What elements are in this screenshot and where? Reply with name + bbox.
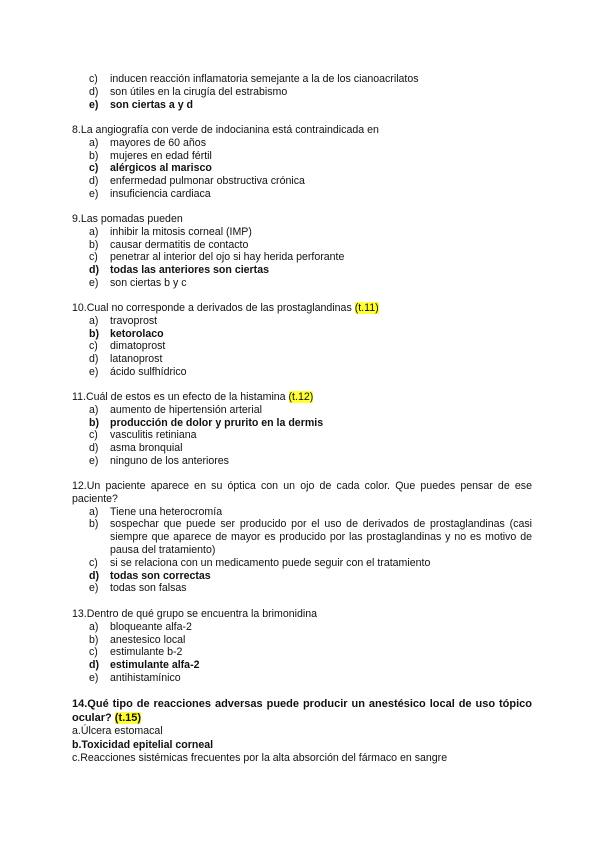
option-letter: d) — [89, 85, 99, 98]
option-letter: d) — [89, 442, 99, 455]
option — [72, 429, 532, 442]
option-text: todas son correctas — [110, 569, 211, 582]
option-correct — [72, 162, 532, 175]
option: a.Úlcera estomacal — [72, 725, 163, 737]
option-text: inhibir la mitosis corneal (IMP) — [110, 225, 252, 238]
option-text: son ciertas a y d — [110, 98, 194, 111]
option-letter: d) — [89, 569, 99, 582]
option-letter: b) — [89, 327, 99, 340]
option — [72, 634, 532, 647]
option-text: sospechar que puede ser producido por el uso de derivados de prostaglandinas (casi siempre que aparece de mayor es producido por las prostaglandinas y no es motivo de pausa del tratamiento) — [110, 518, 532, 556]
option — [72, 672, 532, 685]
option-text: insuficiencia cardiaca — [110, 187, 211, 200]
option-letter: e) — [89, 454, 99, 467]
option-text: causar dermatitis de contacto — [110, 238, 249, 251]
option-text: anestesico local — [110, 633, 186, 646]
option — [72, 188, 532, 201]
option-letter: d) — [89, 175, 99, 188]
question-title — [72, 302, 532, 315]
question-title: 9.Las pomadas pueden — [72, 213, 183, 225]
option-text: mayores de 60 años — [110, 136, 206, 149]
option-text: vasculitis retiniana — [110, 429, 197, 442]
option-letter: b) — [89, 633, 99, 646]
topic-tag: (t.11) — [354, 302, 379, 314]
option-text: estimulante alfa-2 — [110, 659, 200, 672]
option-text: ketorolaco — [110, 327, 164, 340]
option-text: dimatoprost — [110, 340, 166, 353]
option-letter: d) — [89, 264, 99, 277]
question-9 — [72, 213, 532, 290]
option-correct — [72, 659, 532, 672]
option-letter: e) — [89, 98, 99, 111]
option-letter: b) — [89, 518, 99, 531]
option — [72, 251, 532, 264]
question-13 — [72, 608, 532, 685]
option-letter: a) — [89, 225, 99, 238]
option-text: enfermedad pulmonar obstructiva crónica — [110, 175, 305, 188]
option-letter: d) — [89, 659, 99, 672]
option — [72, 557, 532, 570]
question-11 — [72, 391, 532, 468]
question-title: 13.Dentro de qué grupo se encuentra la brimonidina — [72, 608, 317, 620]
option-text: asma bronquial — [110, 442, 183, 455]
question-10 — [72, 302, 532, 379]
option-text: todas son falsas — [110, 582, 187, 595]
option-letter: e) — [89, 276, 99, 289]
option-text: travoprost — [110, 314, 158, 327]
option — [72, 442, 532, 455]
option — [72, 646, 532, 659]
option — [72, 73, 532, 86]
option — [72, 621, 532, 634]
option — [72, 86, 532, 99]
question-title — [72, 391, 532, 404]
option-letter: c) — [89, 162, 99, 175]
option-letter: e) — [89, 187, 99, 200]
option — [72, 137, 532, 150]
question-8 — [72, 124, 532, 201]
option-letter: e) — [89, 582, 99, 595]
option — [72, 518, 532, 556]
option-text: mujeres en edad fértil — [110, 149, 212, 162]
option — [72, 226, 532, 239]
question-text: 10.Cual no corresponde a derivados de las prostaglandinas — [72, 302, 355, 314]
option-text: producción de dolor y prurito en la dermis — [110, 416, 324, 429]
option-letter: a) — [89, 403, 99, 416]
option-letter: e) — [89, 671, 99, 684]
option — [72, 239, 532, 252]
option-text: aumento de hipertensión arterial — [110, 403, 262, 416]
option-letter: e) — [89, 365, 99, 378]
option-text: si se relaciona con un medicamento puede seguir con el tratamiento — [110, 556, 431, 569]
option — [72, 175, 532, 188]
option-text: ácido sulfhídrico — [110, 365, 187, 378]
option-text: latanoprost — [110, 353, 163, 366]
option-letter: c) — [89, 73, 98, 85]
option: c.Reacciones sistémicas frecuentes por la alta absorción del fármaco en sangre — [72, 752, 448, 764]
option-letter: d) — [89, 353, 99, 366]
question-title: 12.Un paciente aparece en su óptica con un ojo de cada color. Que puedes pensar de ese paciente? — [72, 480, 532, 505]
option-text: Tiene una heterocromía — [110, 505, 223, 518]
option-correct: b.Toxicidad epitelial corneal — [72, 738, 214, 751]
option-correct — [72, 328, 532, 341]
option — [72, 455, 532, 468]
option — [72, 340, 532, 353]
option-text: estimulante b-2 — [110, 646, 183, 659]
option-text: penetrar al interior del ojo si hay herida perforante — [110, 251, 345, 264]
topic-tag: (t.12) — [288, 391, 314, 403]
option-text: bloqueante alfa-2 — [110, 620, 192, 633]
option-letter: a) — [89, 136, 99, 149]
option — [72, 582, 532, 595]
option — [72, 353, 532, 366]
option-correct — [72, 417, 532, 430]
option-letter: a) — [89, 505, 99, 518]
option — [72, 506, 532, 519]
topic-tag: (t.15) — [114, 712, 142, 724]
option-letter: c) — [89, 340, 98, 353]
option — [72, 315, 532, 328]
option-letter: b) — [89, 416, 99, 429]
question-title — [72, 697, 532, 725]
question-text: 14.Qué tipo de reacciones adversas puede producir un anestésico local de uso tópico ocular? — [72, 698, 532, 724]
option-correct — [72, 99, 532, 112]
question-12 — [72, 480, 532, 595]
option-letter: a) — [89, 620, 99, 633]
option-letter: b) — [89, 149, 99, 162]
option-letter: c) — [89, 556, 98, 569]
option — [72, 366, 532, 379]
question-7-tail — [72, 73, 532, 111]
option-text: alérgicos al marisco — [110, 162, 212, 175]
option-text: ninguno de los anteriores — [110, 454, 229, 467]
option-text: antihistamínico — [110, 671, 181, 684]
question-text: 11.Cuál de estos es un efecto de la histamina — [72, 391, 289, 403]
option-letter: c) — [89, 429, 98, 442]
option — [72, 404, 532, 417]
option-letter: c) — [89, 251, 98, 264]
option-letter: a) — [89, 314, 99, 327]
option-letter: c) — [89, 646, 98, 659]
option-text: todas las anteriores son ciertas — [110, 264, 269, 277]
option — [72, 150, 532, 163]
option-correct — [72, 570, 532, 583]
option — [72, 277, 532, 290]
question-14 — [72, 697, 532, 766]
option-letter: b) — [89, 238, 99, 251]
option-text: son útiles en la cirugía del estrabismo — [110, 85, 288, 98]
option-text: son ciertas b y c — [110, 276, 187, 289]
option-correct — [72, 264, 532, 277]
option-text: inducen reacción inflamatoria semejante a la de los cianoacrilatos — [110, 73, 419, 85]
question-title: 8.La angiografía con verde de indocianina está contraindicada en — [72, 124, 379, 136]
